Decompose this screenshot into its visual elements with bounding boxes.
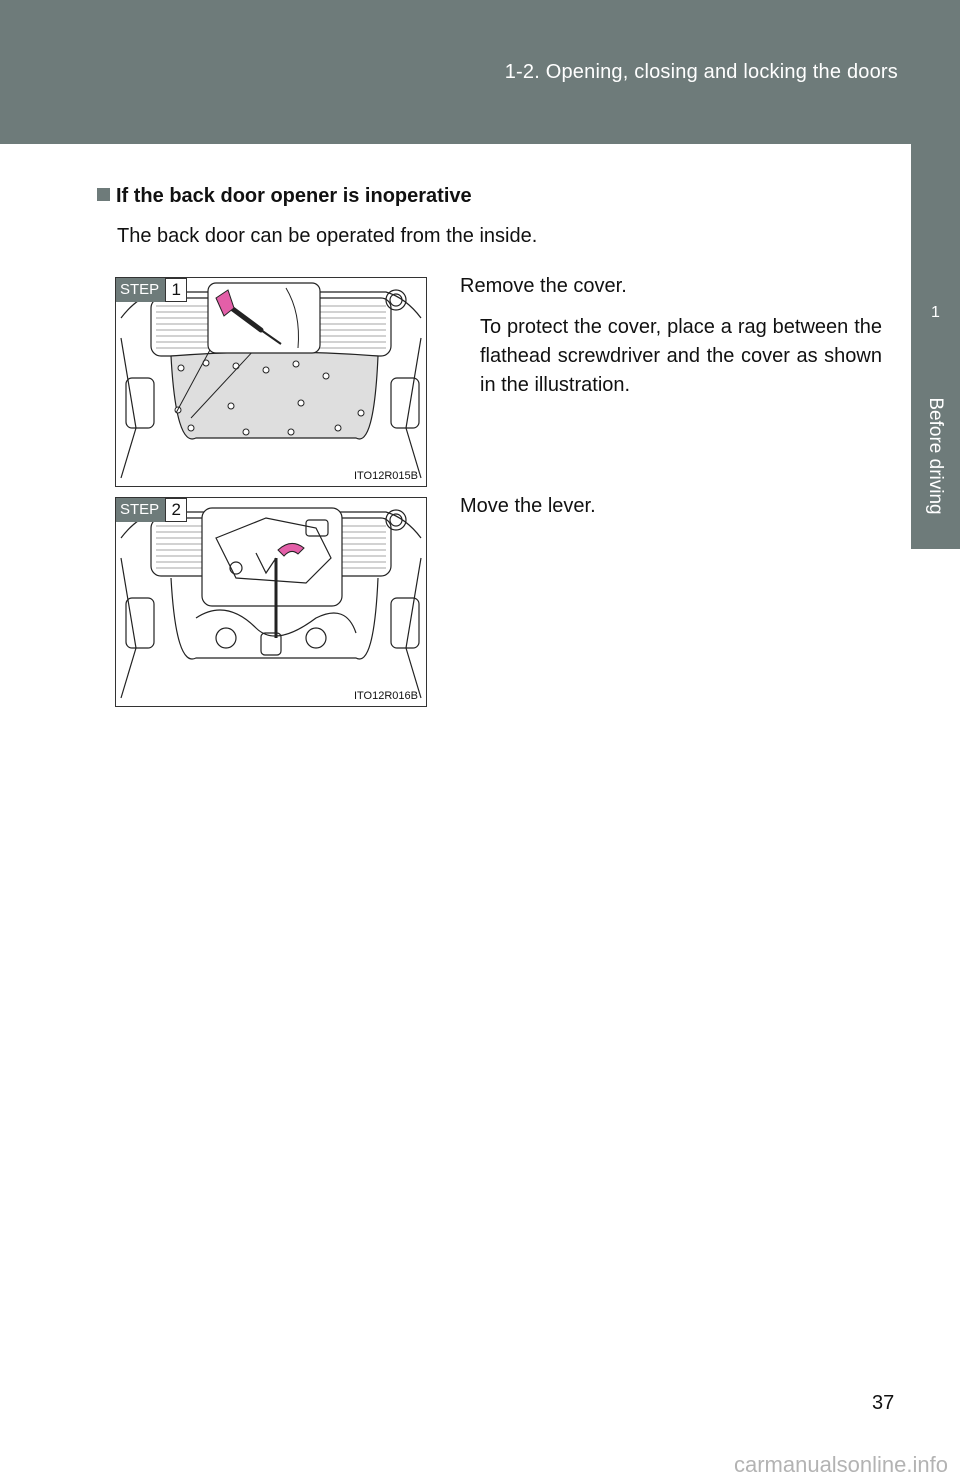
chapter-label: Before driving <box>925 397 946 515</box>
step1-badge-word: STEP <box>116 278 165 302</box>
section-intro: The back door can be operated from the inside. <box>117 225 538 247</box>
step2-badge-number: 2 <box>165 498 187 522</box>
step2-figure-code: ITO12R016B <box>353 690 418 702</box>
step1-badge-number: 1 <box>165 278 187 302</box>
header-bar <box>0 0 960 144</box>
back-door-lever-drawing <box>116 498 426 706</box>
watermark-link[interactable]: carmanualsonline.info <box>733 1452 948 1477</box>
step1-title: Remove the cover. <box>460 275 627 297</box>
section-heading-text: If the back door opener is inoperative <box>116 185 472 207</box>
chapter-number: 1 <box>931 304 940 321</box>
step2-badge-word: STEP <box>116 498 165 522</box>
page-number: 37 <box>872 1392 895 1414</box>
step1-illustration <box>115 277 427 487</box>
header-title: 1-2. Opening, closing and locking the doors <box>504 61 898 83</box>
step2-badge <box>116 498 187 522</box>
step1-note: To protect the cover, place a rag between the flathead screwdriver and the cover as shown in the illustration. <box>480 316 882 396</box>
step1-figure-code: ITO12R015B <box>353 470 418 482</box>
back-door-cover-drawing <box>116 278 426 486</box>
step2-title: Move the lever. <box>460 495 596 517</box>
step1-badge <box>116 278 187 302</box>
step2-illustration <box>115 497 427 707</box>
chapter-side-tab[interactable] <box>911 144 960 549</box>
section-heading <box>97 185 472 208</box>
square-bullet-icon <box>97 188 110 201</box>
